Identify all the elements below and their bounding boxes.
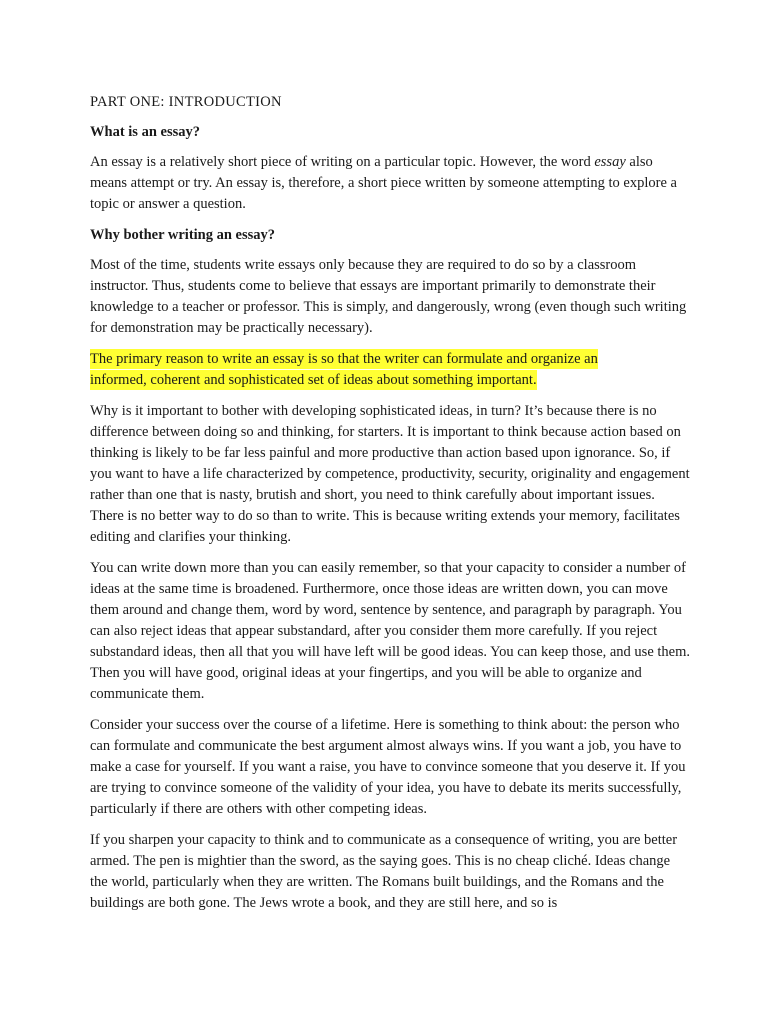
highlighted-line: informed, coherent and sophisticated set of ideas about something important. — [90, 372, 537, 388]
section-heading-what-is-essay: What is an essay? — [90, 124, 200, 140]
section-heading-why-bother: Why bother writing an essay? — [90, 227, 276, 243]
paragraph-success: Consider your success over the course of a lifetime. Here is something to think about: the person who can formulate and communicate the best argument almost always wins. If you want a job, you have to make a case for yourself. If you want a raise, you have to convince someone that you deserve it. If you are trying to convince someone of the validity of your idea, you have to debate its merits successfully, particularly if there are others with other competing ideas. — [90, 717, 686, 817]
paragraph-essay-definition — [90, 152, 690, 215]
part-title: PART ONE: INTRODUCTION — [90, 94, 282, 110]
paragraph-write-down: You can write down more than you can easily remember, so that your capacity to consider a number of ideas at the same time is broadened. Furthermore, once those ideas are written down, you can move them around and change them, word by word, sentence by sentence, and paragraph by paragraph. You can also reject ideas that appear substandard, after you consider them more carefully. If you reject substandard ideas, then all that you will have left will be good ideas. You can keep those, and use them. Then you will have good, original ideas at your fingertips, and you will be able to organize and communicate them. — [90, 560, 691, 702]
italic-term: essay — [594, 154, 626, 170]
paragraph-sophisticated-ideas: Why is it important to bother with developing sophisticated ideas, in turn? It’s because there is no difference between doing so and thinking, for starters. It is important to think because action based on thinking is likely to be far less painful and more productive than action based upon ignorance. So, if you want to have a life characterized by competence, productivity, security, originality and engagement rather than one that is nasty, brutish and short, you need to think carefully about important issues. There is no better way to do so than to write. This is because writing extends your memory, facilitates editing and clarifies your thinking. — [90, 403, 690, 545]
paragraph-text: An essay is a relatively short piece of writing on a particular topic. However, the word — [90, 154, 595, 170]
paragraph-students-write: Most of the time, students write essays only because they are required to do so by a classroom instructor. Thus, students come to believe that essays are important primarily to demonstrate their knowledge to a teacher or professor. This is simply, and dangerously, wrong (even though such writing for demonstration may be practically necessary). — [90, 257, 687, 336]
highlighted-paragraph — [90, 349, 690, 391]
paragraph-pen-mightier: If you sharpen your capacity to think and to communicate as a consequence of writing, you are better armed. The pen is mightier than the sword, as the saying goes. This is no cheap cliché. Ideas change the world, particularly when they are written. The Romans built buildings, and the Romans and the buildings are both gone. The Jews wrote a book, and they are still here, and so is — [90, 832, 678, 911]
highlighted-line: The primary reason to write an essay is so that the writer can formulate and organize an — [90, 351, 598, 367]
paragraph-text: also means attempt or try. An essay is, therefore, a short piece written by someone attempting to explore a topic or answer a question. — [90, 154, 677, 212]
document-body — [90, 92, 690, 924]
